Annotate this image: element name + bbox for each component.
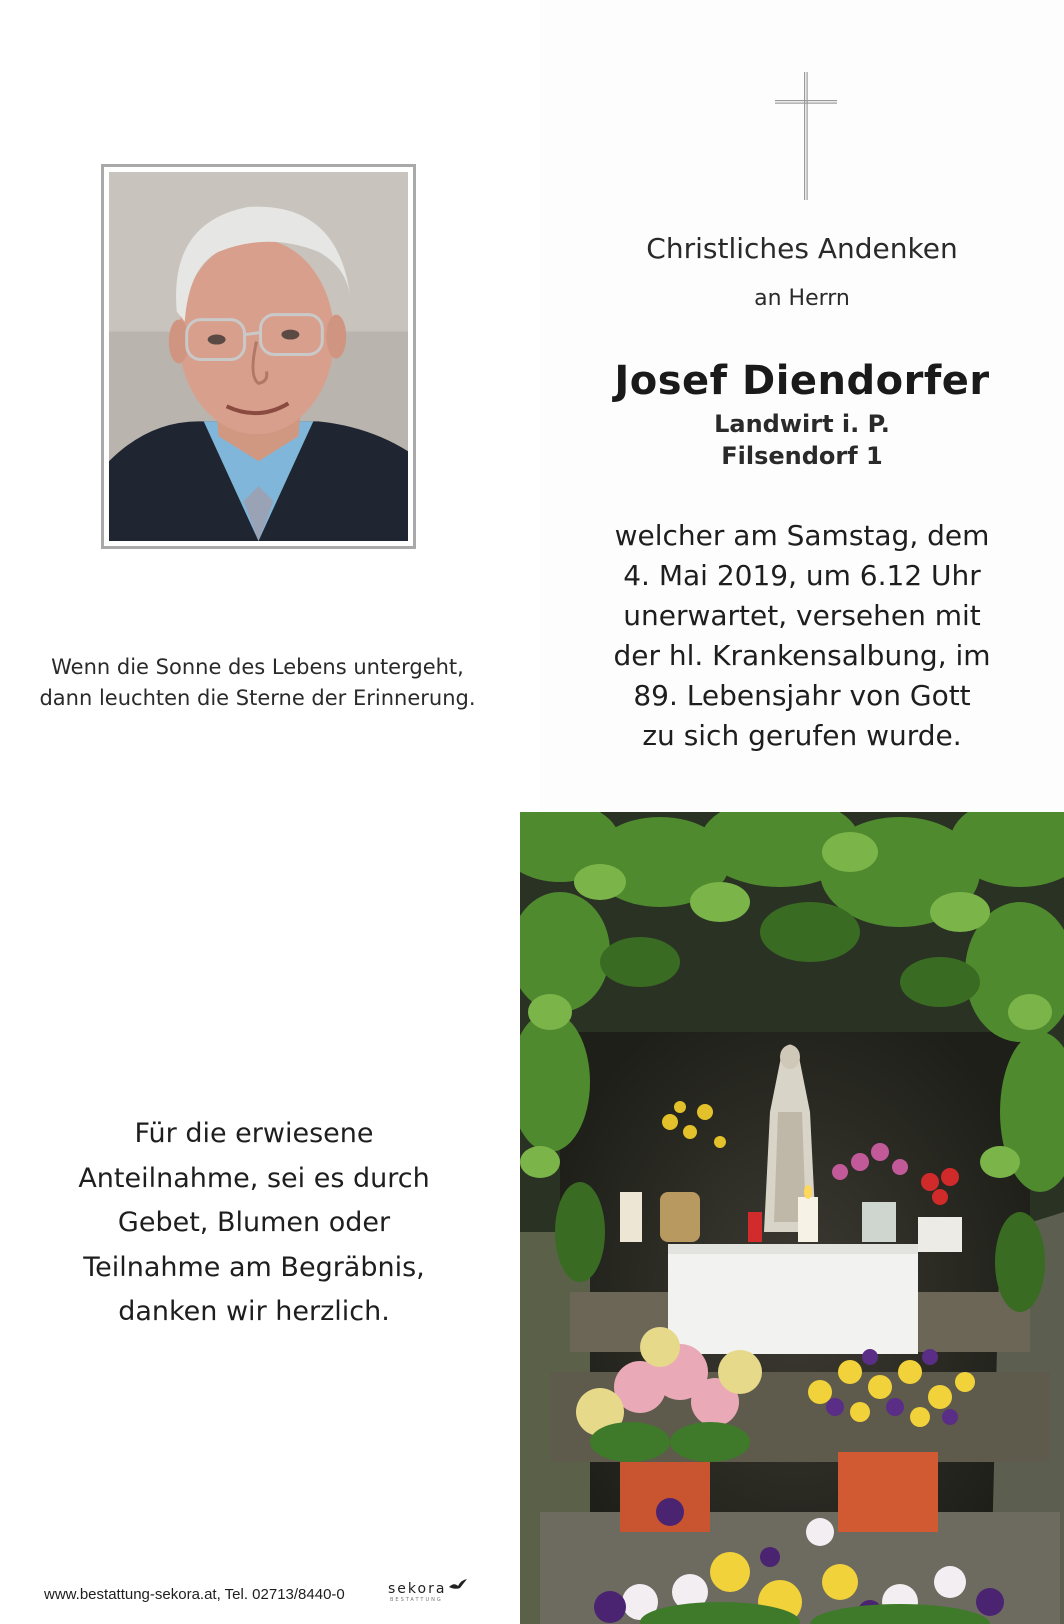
thanks-line: Gebet, Blumen oder xyxy=(117,1207,391,1238)
death-notice-line: zu sich gerufen wurde. xyxy=(642,719,962,752)
portrait-photo xyxy=(101,164,416,549)
quote-line: Wenn die Sonne des Lebens untergeht, xyxy=(51,655,464,679)
bird-icon xyxy=(448,1578,468,1592)
deceased-profession: Landwirt i. P. xyxy=(714,410,890,438)
portrait-image xyxy=(109,172,408,541)
salutation: an Herrn xyxy=(754,286,850,311)
death-notice-line: der hl. Krankensalbung, im xyxy=(613,639,991,672)
death-notice-line: 89. Lebensjahr von Gott xyxy=(633,679,971,712)
funeral-home-contact: www.bestattung-sekora.at, Tel. 02713/8440-0 xyxy=(44,1586,345,1603)
thanks-line: Teilnahme am Begräbnis, xyxy=(83,1251,425,1283)
thanks-line: Für die erwiesene xyxy=(134,1118,374,1149)
memorial-quote xyxy=(0,652,515,714)
death-notice-line: 4. Mai 2019, um 6.12 Uhr xyxy=(623,559,981,592)
death-notice-line: welcher am Samstag, dem xyxy=(614,519,990,552)
memorial-heading: Christliches Andenken xyxy=(646,232,958,265)
deceased-address: Filsendorf 1 xyxy=(721,442,883,470)
deceased-name: Josef Diendorfer xyxy=(614,358,990,404)
thanks-text xyxy=(0,1112,508,1335)
grotto-image xyxy=(520,812,1064,1624)
death-notice xyxy=(540,516,1064,756)
thanks-line: danken wir herzlich. xyxy=(118,1296,390,1327)
cross-icon xyxy=(775,72,837,200)
logo-wordmark: sekora xyxy=(388,1581,447,1597)
sekora-logo xyxy=(388,1578,446,1608)
thanks-line: Anteilnahme, sei es durch xyxy=(78,1162,430,1194)
logo-subtext: BESTATTUNG xyxy=(390,1597,443,1603)
portrait-panel xyxy=(0,0,540,812)
quote-line: dann leuchten die Sterne der Erinnerung. xyxy=(39,686,476,710)
grotto-photo xyxy=(520,812,1064,1624)
death-notice-line: unerwartet, versehen mit xyxy=(623,599,981,632)
